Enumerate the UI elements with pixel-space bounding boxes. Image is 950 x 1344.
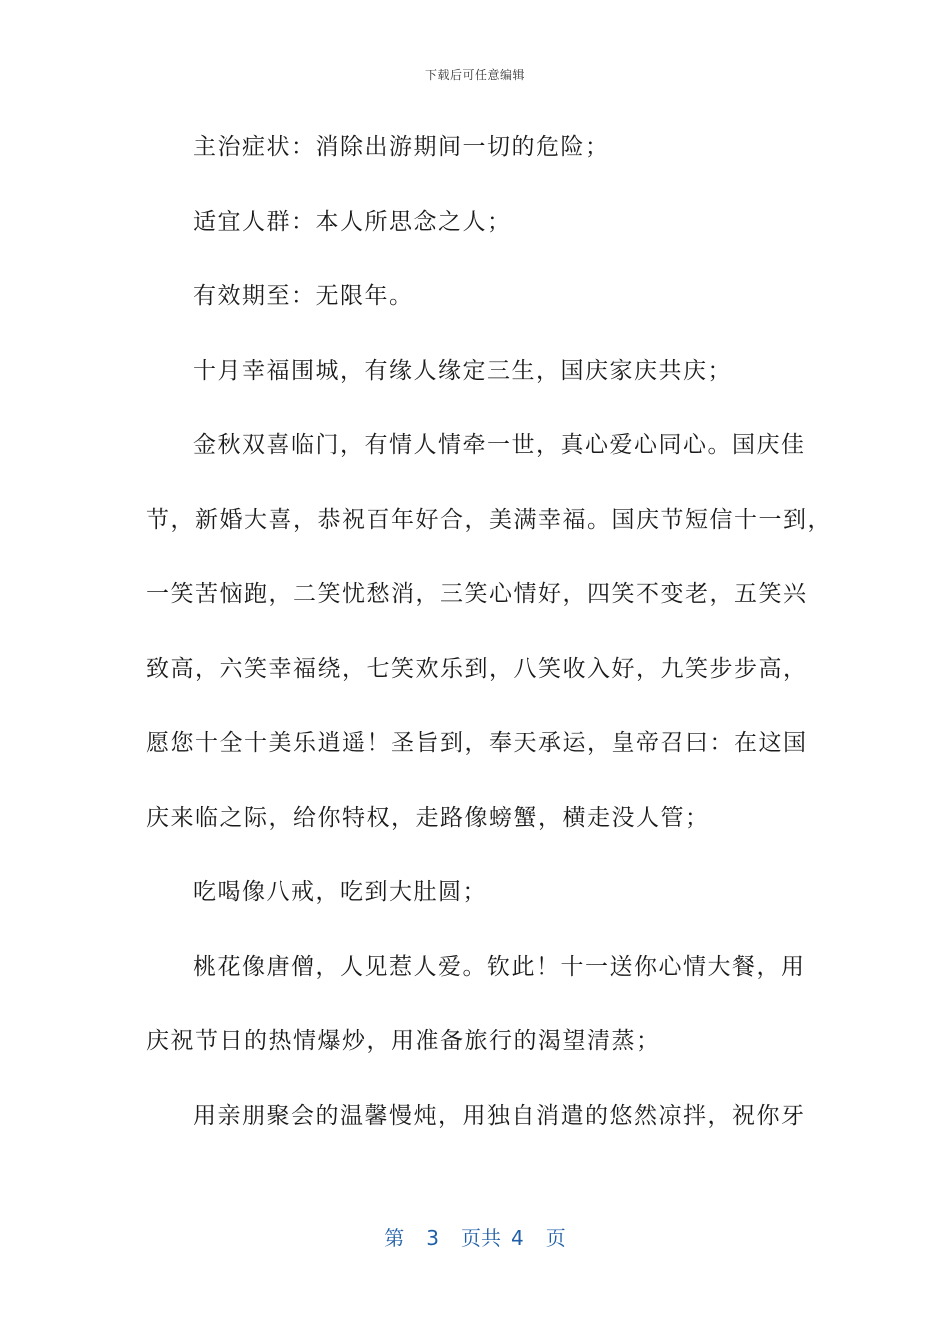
header-note: 下载后可任意编辑 xyxy=(424,68,525,82)
paragraph-line: 一笑苦恼跑，二笑忧愁消，三笑心情好，四笑不变老，五笑兴 xyxy=(146,581,808,607)
paragraph-line: 金秋双喜临门，有情人情牵一世，真心爱心同心。国庆佳 xyxy=(193,432,806,458)
footer-current-page: 3 xyxy=(426,1226,439,1250)
footer-total-pages: 4 xyxy=(511,1226,524,1250)
paragraph-line: 节，新婚大喜，恭祝百年好合，美满幸福。国庆节短信十一到， xyxy=(146,506,832,533)
paragraph-line: 主治症状：消除出游期间一切的危险； xyxy=(193,134,610,160)
paragraph-line: 有效期至：无限年。 xyxy=(193,283,414,309)
page-footer xyxy=(0,1222,950,1251)
paragraph-line: 庆来临之际，给你特权，走路像螃蟹，横走没人管； xyxy=(146,804,710,831)
paragraph-line: 桃花像唐僧，人见惹人爱。钦此！十一送你心情大餐，用 xyxy=(193,953,806,980)
paragraph-line: 吃喝像八戒，吃到大肚圆； xyxy=(193,879,487,905)
paragraph-line: 庆祝节日的热情爆炒，用准备旅行的渴望清蒸； xyxy=(146,1028,661,1054)
body-text xyxy=(146,110,832,1153)
footer-label-end: 页 xyxy=(545,1226,566,1250)
paragraph-line: 愿您十全十美乐逍遥！圣旨到，奉天承运，皇帝召曰：在这国 xyxy=(146,730,808,756)
footer-label-page: 第 xyxy=(384,1226,405,1250)
footer-label-total: 页共 xyxy=(461,1226,501,1250)
paragraph-line: 致高，六笑幸福绕，七笑欢乐到，八笑收入好，九笑步步高， xyxy=(146,655,808,682)
paragraph-line: 十月幸福围城，有缘人缘定三生，国庆家庆共庆； xyxy=(193,357,732,384)
paragraph-line: 适宜人群：本人所思念之人； xyxy=(193,208,512,235)
paragraph-line: 用亲朋聚会的温馨慢炖，用独自消遣的悠然凉拌，祝你牙 xyxy=(193,1102,806,1129)
